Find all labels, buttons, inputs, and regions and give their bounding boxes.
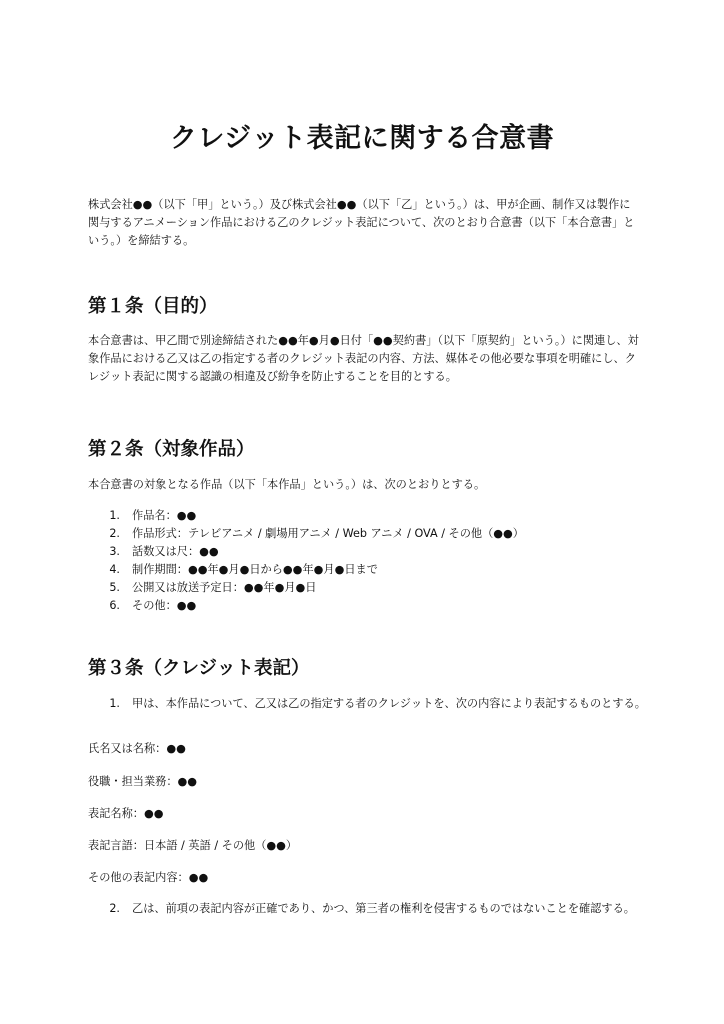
- article-1-heading: 第１条（目的）: [88, 296, 218, 317]
- article-2-heading: 第２条（対象作品）: [88, 439, 255, 460]
- list-text: 制作期間：●●年●月●日から●●年●月●日まで: [132, 563, 378, 576]
- list-item: [88, 525, 648, 543]
- list-number: 6.: [109, 599, 120, 612]
- list-number: 4.: [109, 563, 120, 576]
- list-number: 1.: [109, 697, 120, 710]
- field-role: 役職・担当業務：●●: [88, 775, 198, 788]
- article-1-body: 本合意書は、甲乙間で別途締結された●●年●月●日付「●●契約書」（以下「原契約」という。）に関連し、対象作品における乙又は乙の指定する者のクレジット表記の内容、方法、媒体その他必要な事項を明確にし、クレジット表記に関する認識の相違及び紛争を防止することを目的とする。: [88, 334, 639, 383]
- list-item: [88, 597, 648, 615]
- article-3-heading: 第３条（クレジット表記）: [88, 658, 310, 679]
- list-item: [88, 561, 648, 579]
- list-item: [88, 579, 648, 597]
- article-3-item-1: [88, 695, 648, 713]
- list-text: 公開又は放送予定日：●●年●月●日: [132, 581, 317, 594]
- list-number: 2.: [109, 902, 120, 915]
- list-number: 5.: [109, 581, 120, 594]
- list-item: [88, 900, 648, 918]
- field-name: 氏名又は名称：●●: [88, 742, 186, 755]
- list-text: 甲は、本作品について、乙又は乙の指定する者のクレジットを、次の内容により表記するものとする。: [132, 697, 646, 710]
- document-title: クレジット表記に関する合意書: [169, 123, 555, 154]
- list-text: その他：●●: [132, 599, 197, 612]
- intro-paragraph: 株式会社●●（以下「甲」という。）及び株式会社●●（以下「乙」という。）は、甲が企画、制作又は製作に関与するアニメーション作品における乙のクレジット表記について、次のとおり合意書（以下「本合意書」という。）を締結する。: [88, 198, 635, 247]
- work-details-list: [88, 507, 648, 615]
- list-item: [88, 507, 648, 525]
- field-language: 表記言語：日本語 / 英語 / その他（●●）: [88, 839, 298, 852]
- list-number: 3.: [109, 545, 120, 558]
- list-item: [88, 543, 648, 561]
- list-number: 2.: [109, 527, 120, 540]
- article-3-item-2: [88, 900, 648, 918]
- list-text: 乙は、前項の表記内容が正確であり、かつ、第三者の権利を侵害するものではないことを確認する。: [132, 902, 635, 915]
- field-display-name: 表記名称：●●: [88, 807, 164, 820]
- field-other: その他の表記内容：●●: [88, 871, 209, 884]
- list-text: 作品名：●●: [132, 509, 197, 522]
- list-text: 作品形式：テレビアニメ / 劇場用アニメ / Web アニメ / OVA / その他（●●）: [132, 527, 524, 540]
- list-number: 1.: [109, 509, 120, 522]
- article-2-body: 本合意書の対象となる作品（以下「本作品」という。）は、次のとおりとする。: [88, 478, 486, 491]
- list-text: 話数又は尺：●●: [132, 545, 219, 558]
- list-item: [88, 695, 648, 713]
